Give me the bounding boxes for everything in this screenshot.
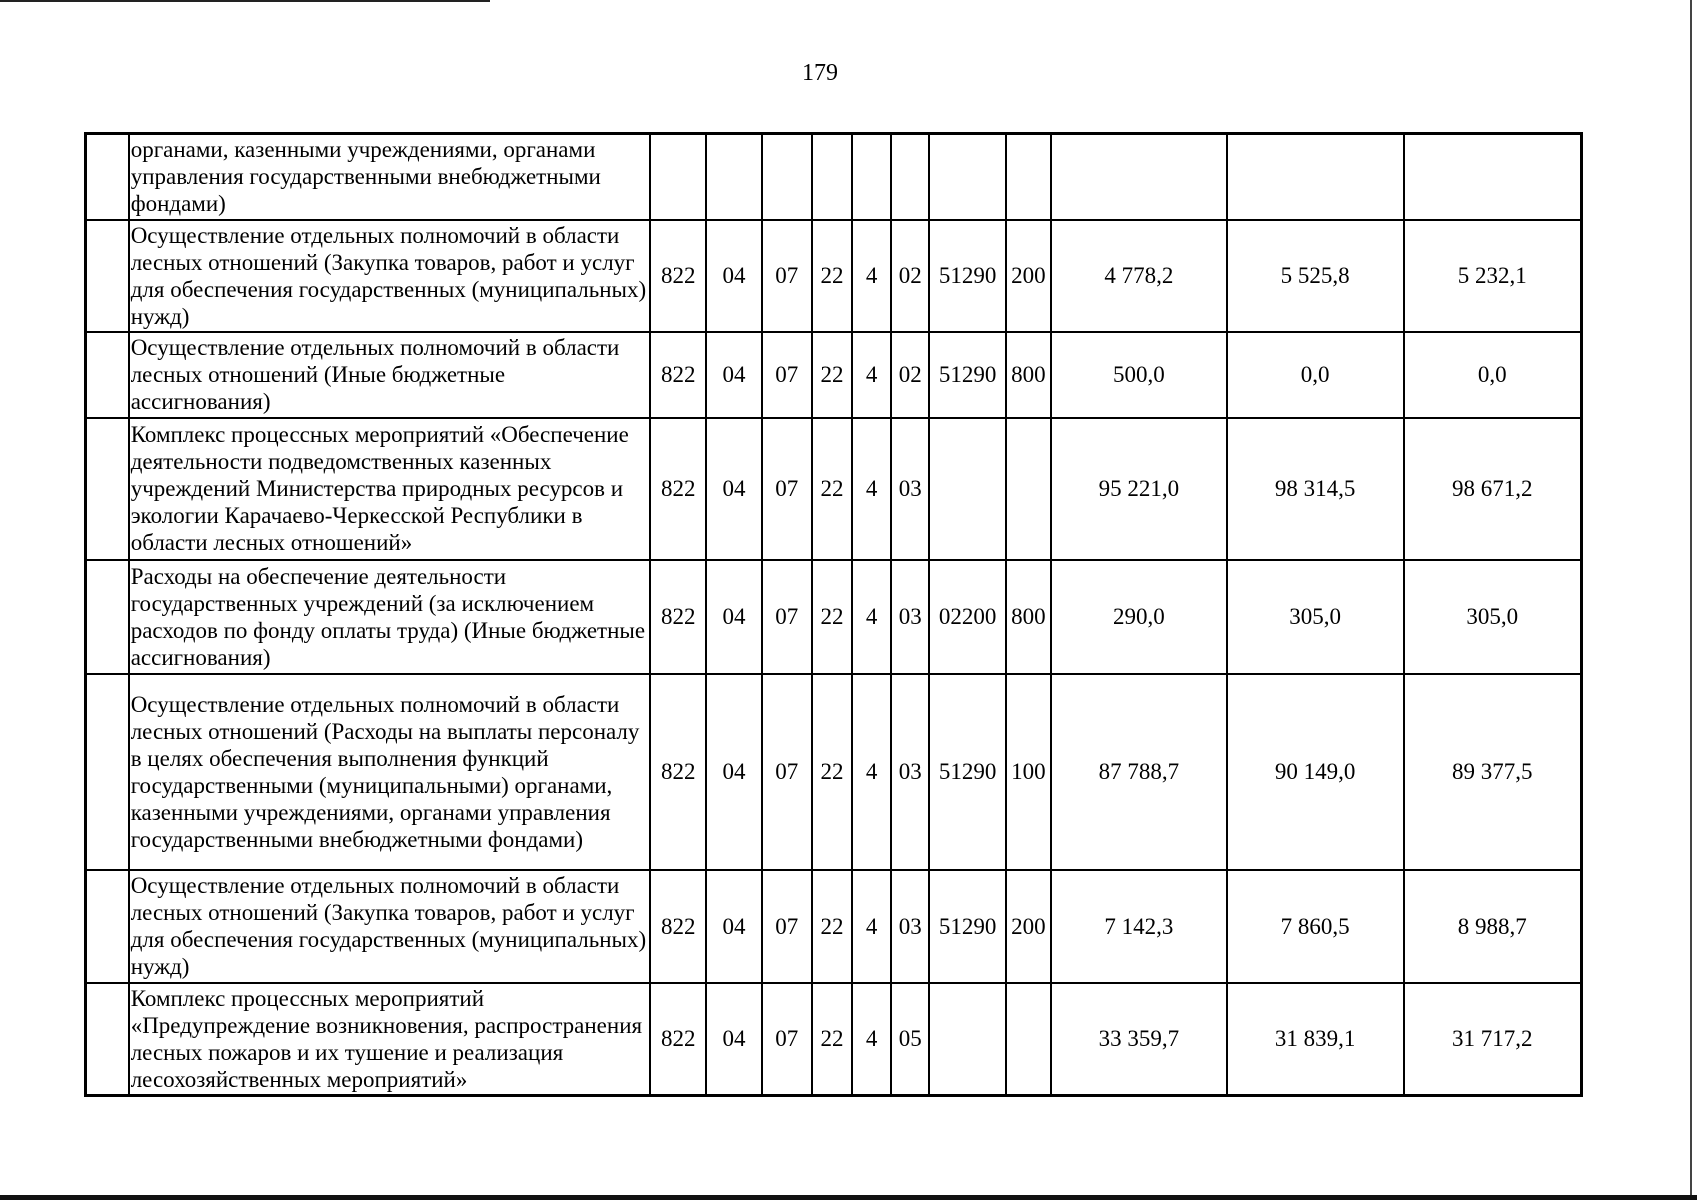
amount-year2-cell xyxy=(1227,134,1404,220)
subprogram-cell: 4 xyxy=(852,870,891,983)
subprogram-cell: 4 xyxy=(852,332,891,418)
amount-year1-cell: 7 142,3 xyxy=(1051,870,1227,983)
amount-year3-cell: 5 232,1 xyxy=(1404,220,1582,332)
amount-year3-cell: 31 717,2 xyxy=(1404,983,1582,1096)
activity-cell: 02 xyxy=(891,220,929,332)
expense-type-cell: 200 xyxy=(1006,870,1051,983)
program-cell: 22 xyxy=(812,418,852,560)
row-number-cell xyxy=(86,870,129,983)
subprogram-cell: 4 xyxy=(852,674,891,870)
section-cell: 04 xyxy=(706,674,761,870)
program-cell: 22 xyxy=(812,870,852,983)
table-row xyxy=(86,332,1582,418)
ministry-code-cell: 822 xyxy=(650,332,706,418)
direction-cell: 51290 xyxy=(929,220,1005,332)
subsection-cell: 07 xyxy=(762,418,812,560)
expense-type-cell xyxy=(1006,134,1051,220)
subprogram-cell: 4 xyxy=(852,418,891,560)
subsection-cell: 07 xyxy=(762,870,812,983)
amount-year3-cell xyxy=(1404,134,1582,220)
ministry-code-cell xyxy=(650,134,706,220)
activity-cell: 02 xyxy=(891,332,929,418)
description-cell: Осуществление отдельных полномочий в области лесных отношений (Закупка товаров, работ и услуг для обеспечения государственных (муниципальных) нужд) xyxy=(129,220,650,332)
amount-year2-cell: 90 149,0 xyxy=(1227,674,1404,870)
ministry-code-cell: 822 xyxy=(650,983,706,1096)
activity-cell: 03 xyxy=(891,418,929,560)
activity-cell: 03 xyxy=(891,560,929,674)
program-cell: 22 xyxy=(812,674,852,870)
ministry-code-cell: 822 xyxy=(650,560,706,674)
subprogram-cell xyxy=(852,134,891,220)
description-cell: Осуществление отдельных полномочий в области лесных отношений (Закупка товаров, работ и услуг для обеспечения государственных (муниципальных) нужд) xyxy=(129,870,650,983)
activity-cell: 05 xyxy=(891,983,929,1096)
subsection-cell: 07 xyxy=(762,220,812,332)
row-number-cell xyxy=(86,674,129,870)
amount-year1-cell: 500,0 xyxy=(1051,332,1227,418)
subsection-cell: 07 xyxy=(762,560,812,674)
expense-type-cell: 800 xyxy=(1006,332,1051,418)
section-cell: 04 xyxy=(706,418,761,560)
description-cell: Осуществление отдельных полномочий в области лесных отношений (Иные бюджетные ассигнования) xyxy=(129,332,650,418)
section-cell: 04 xyxy=(706,332,761,418)
table-row xyxy=(86,134,1582,220)
row-number-cell xyxy=(86,134,129,220)
amount-year3-cell: 305,0 xyxy=(1404,560,1582,674)
amount-year2-cell: 7 860,5 xyxy=(1227,870,1404,983)
subprogram-cell: 4 xyxy=(852,560,891,674)
row-number-cell xyxy=(86,418,129,560)
scan-top-line xyxy=(0,0,490,2)
activity-cell xyxy=(891,134,929,220)
direction-cell xyxy=(929,418,1005,560)
description-cell: Комплекс процессных мероприятий «Обеспечение деятельности подведомственных казенных учреждений Министерства природных ресурсов и экологии Карачаево-Черкесской Республики в области лесных отношений» xyxy=(129,418,650,560)
program-cell: 22 xyxy=(812,220,852,332)
direction-cell: 51290 xyxy=(929,674,1005,870)
table-row xyxy=(86,983,1582,1096)
direction-cell xyxy=(929,983,1005,1096)
amount-year2-cell: 31 839,1 xyxy=(1227,983,1404,1096)
table-row xyxy=(86,560,1582,674)
expense-type-cell xyxy=(1006,418,1051,560)
expense-type-cell xyxy=(1006,983,1051,1096)
amount-year3-cell: 0,0 xyxy=(1404,332,1582,418)
subsection-cell xyxy=(762,134,812,220)
description-cell: органами, казенными учреждениями, органами управления государственными внебюджетными фондами) xyxy=(129,134,650,220)
direction-cell: 51290 xyxy=(929,870,1005,983)
section-cell: 04 xyxy=(706,870,761,983)
section-cell: 04 xyxy=(706,220,761,332)
amount-year2-cell: 0,0 xyxy=(1227,332,1404,418)
program-cell: 22 xyxy=(812,560,852,674)
subsection-cell: 07 xyxy=(762,983,812,1096)
activity-cell: 03 xyxy=(891,870,929,983)
amount-year1-cell: 290,0 xyxy=(1051,560,1227,674)
amount-year1-cell: 95 221,0 xyxy=(1051,418,1227,560)
expense-type-cell: 800 xyxy=(1006,560,1051,674)
amount-year3-cell: 89 377,5 xyxy=(1404,674,1582,870)
row-number-cell xyxy=(86,983,129,1096)
subprogram-cell: 4 xyxy=(852,220,891,332)
subsection-cell: 07 xyxy=(762,332,812,418)
table-row xyxy=(86,674,1582,870)
section-cell xyxy=(706,134,761,220)
amount-year2-cell: 305,0 xyxy=(1227,560,1404,674)
amount-year3-cell: 8 988,7 xyxy=(1404,870,1582,983)
expense-type-cell: 200 xyxy=(1006,220,1051,332)
ministry-code-cell: 822 xyxy=(650,220,706,332)
table-row xyxy=(86,220,1582,332)
activity-cell: 03 xyxy=(891,674,929,870)
amount-year1-cell xyxy=(1051,134,1227,220)
description-cell: Расходы на обеспечение деятельности государственных учреждений (за исключением расходов по фонду оплаты труда) (Иные бюджетные ассигнования) xyxy=(129,560,650,674)
ministry-code-cell: 822 xyxy=(650,870,706,983)
section-cell: 04 xyxy=(706,983,761,1096)
page-number: 179 xyxy=(802,60,838,86)
amount-year2-cell: 5 525,8 xyxy=(1227,220,1404,332)
ministry-code-cell: 822 xyxy=(650,418,706,560)
amount-year1-cell: 87 788,7 xyxy=(1051,674,1227,870)
scan-right-edge xyxy=(1690,0,1692,1195)
amount-year1-cell: 33 359,7 xyxy=(1051,983,1227,1096)
description-cell: Осуществление отдельных полномочий в области лесных отношений (Расходы на выплаты персоналу в целях обеспечения выполнения функций государственными (муниципальными) органами, казенными учреждениями, органами управления государственными внебюджетными фондами) xyxy=(129,674,650,870)
subprogram-cell: 4 xyxy=(852,983,891,1096)
program-cell xyxy=(812,134,852,220)
subsection-cell: 07 xyxy=(762,674,812,870)
amount-year1-cell: 4 778,2 xyxy=(1051,220,1227,332)
table-row xyxy=(86,418,1582,560)
amount-year2-cell: 98 314,5 xyxy=(1227,418,1404,560)
expense-type-cell: 100 xyxy=(1006,674,1051,870)
description-cell: Комплекс процессных мероприятий «Предупреждение возникновения, распространения лесных пожаров и их тушение и реализация лесохозяйственных мероприятий» xyxy=(129,983,650,1096)
program-cell: 22 xyxy=(812,983,852,1096)
budget-table xyxy=(84,132,1583,1097)
direction-cell: 51290 xyxy=(929,332,1005,418)
ministry-code-cell: 822 xyxy=(650,674,706,870)
direction-cell xyxy=(929,134,1005,220)
row-number-cell xyxy=(86,332,129,418)
table-row xyxy=(86,870,1582,983)
direction-cell: 02200 xyxy=(929,560,1005,674)
program-cell: 22 xyxy=(812,332,852,418)
row-number-cell xyxy=(86,560,129,674)
row-number-cell xyxy=(86,220,129,332)
section-cell: 04 xyxy=(706,560,761,674)
amount-year3-cell: 98 671,2 xyxy=(1404,418,1582,560)
scan-bottom-edge xyxy=(0,1195,1697,1200)
